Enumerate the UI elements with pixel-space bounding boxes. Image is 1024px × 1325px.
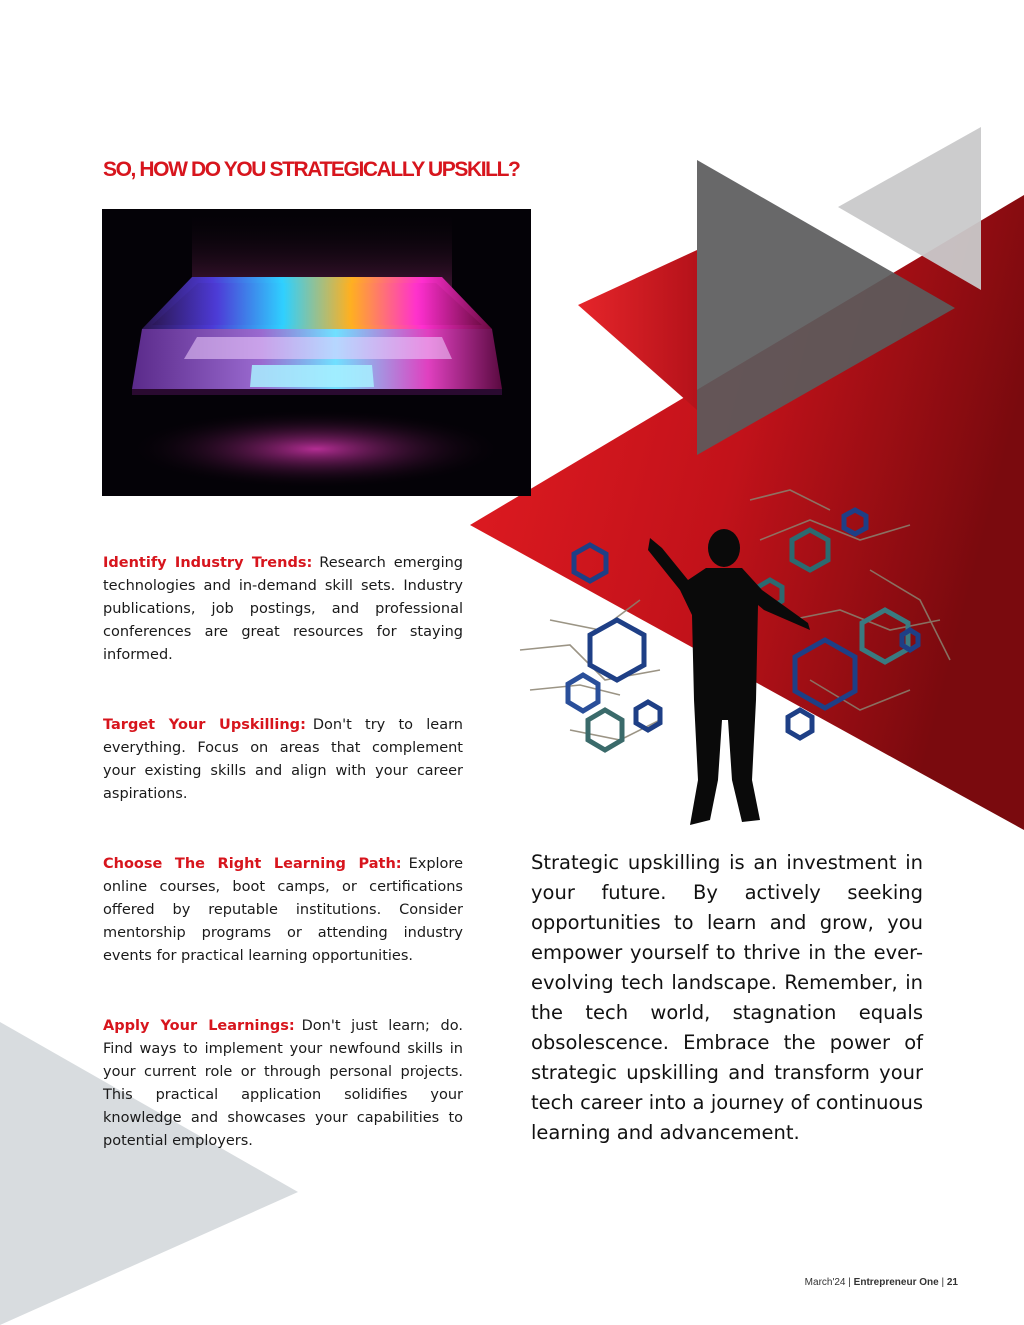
person-silhouette [648,529,810,825]
tip-target-upskilling [103,714,463,806]
footer-separator: | [848,1277,851,1288]
page-footer [805,1277,958,1288]
tip-text: Don't just learn; do. Find ways to implement your newfound skills in your current role or through personal projects. This practical application solidifies your knowledge and showcases your capabilities to potential employers. [103,1018,463,1149]
laptop-illustration [102,209,531,496]
footer-issue: March'24 [804,1277,846,1288]
person-hexagon-illustration [510,480,970,830]
tip-text: Explore online courses, boot camps, or certifications offered by reputable institutions. Consider mentorship programs or attending industry events for practical learning opportunities. [103,856,463,964]
small-red-triangle [578,250,697,410]
tip-title: Identify Industry Trends: [103,555,313,571]
tip-apply-learnings [103,1015,463,1153]
footer-separator: | [941,1277,945,1288]
closing-paragraph: Strategic upskilling is an investment in your future. By actively seeking opportunities to learn and grow, you empower yourself to thrive in the ever-evolving tech landscape. Remember, in the tech world, stagnation equals obsolescence. Embrace the power of strategic upskilling and transform your tech career into a journey of continuous learning and advancement. [531,851,923,1144]
tip-title: Target Your Upskilling: [103,717,306,733]
silhouette-network-graphic [510,480,970,830]
page-heading: SO, HOW DO YOU STRATEGICALLY UPSKILL? [103,158,520,181]
footer-page-number: 21 [946,1277,958,1288]
laptop-photo [102,209,531,496]
tip-text: Research emerging technologies and in-demand skill sets. Industry publications, job postings, and professional conferences are great resources for staying informed. [103,555,463,663]
footer-publication: Entrepreneur One [853,1277,939,1288]
tip-title: Apply Your Learnings: [103,1018,295,1034]
tip-identify-trends [103,552,463,667]
tip-learning-path [103,853,463,968]
tip-text: Don't try to learn everything. Focus on areas that complement your existing skills and align with your career aspirations. [103,717,463,802]
tip-title: Choose The Right Learning Path: [103,856,402,872]
